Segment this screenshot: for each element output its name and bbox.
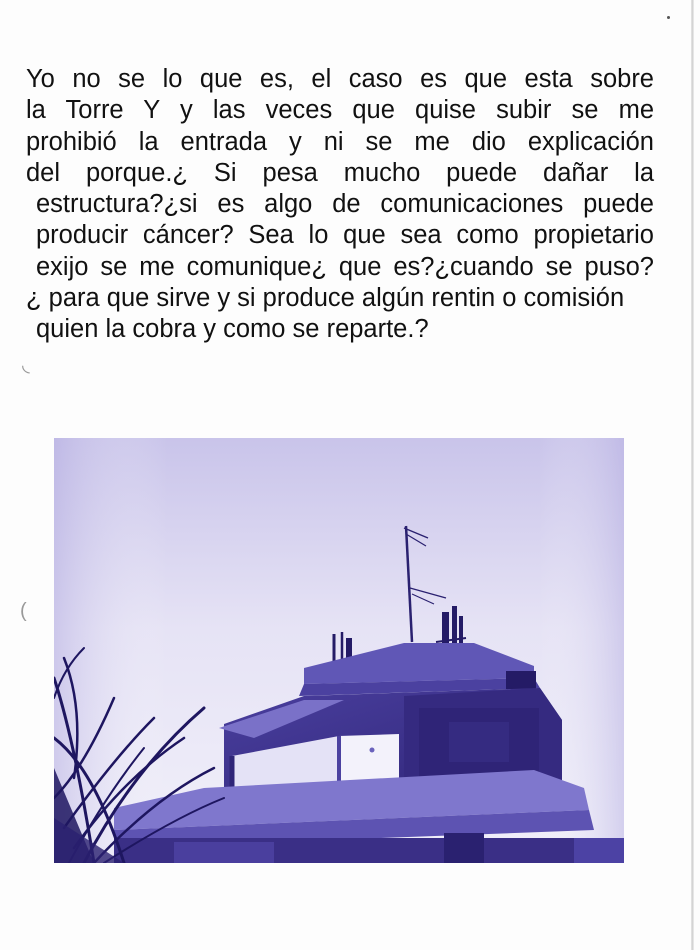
letter-text: [26, 64, 654, 346]
text-line-7: exijo se me comunique¿ que es?¿cuando se puso?: [36, 252, 654, 281]
text-line-9: quien la cobra y como se reparte.?: [36, 315, 429, 344]
margin-mark: ◟: [22, 354, 30, 376]
text-line-2: la Torre Y y las veces que quise subir se me: [26, 96, 654, 125]
scan-edge: [691, 0, 694, 950]
margin-mark: (: [20, 600, 27, 622]
tower-photo: [54, 438, 624, 863]
text-line-1: Yo no se lo que es, el caso es que esta sobre: [26, 65, 654, 93]
text-line-3: prohibió la entrada y ni se me dio explicación: [26, 127, 654, 156]
text-line-8: ¿ para que sirve y si produce algún rentin o comisión: [26, 284, 625, 313]
tower-photo-drawing: [54, 438, 624, 863]
scan-speck: [667, 16, 670, 19]
text-line-4: del porque.¿ Si pesa mucho puede dañar la: [26, 158, 654, 187]
text-line-6: producir cáncer? Sea lo que sea como propietario: [36, 221, 654, 250]
text-line-5: estructura?¿si es algo de comunicaciones puede: [36, 190, 654, 219]
